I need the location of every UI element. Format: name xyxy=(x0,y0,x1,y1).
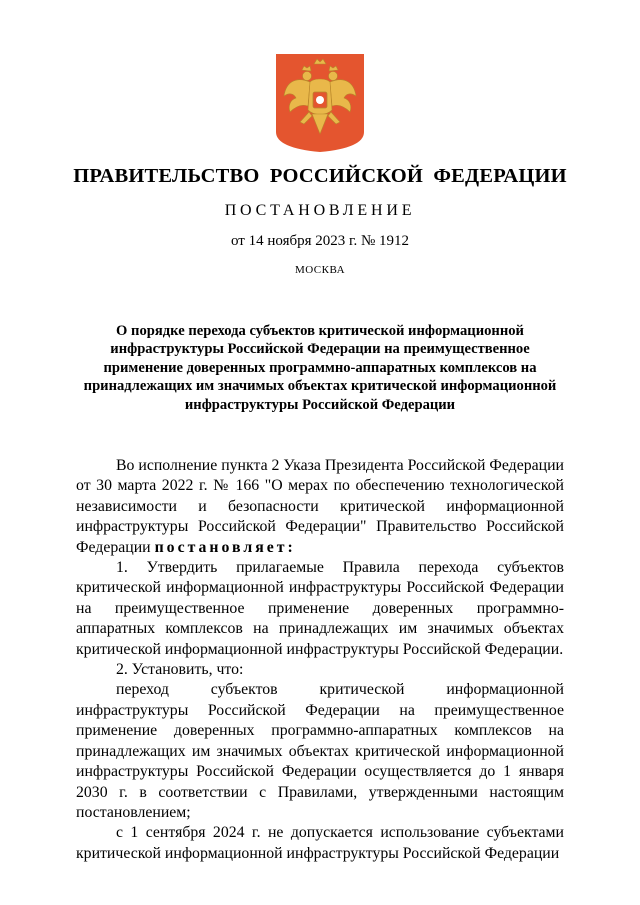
coat-of-arms-icon xyxy=(276,54,364,152)
item-1-paragraph: 1. Утвердить прилагаемые Правила перехода субъектов критической информационной инфраструктуры Российской Федерации на преимущественное применение доверенных программно-аппаратных комплексов на принадлежащих им значимых объектах критической информационной инфраструктуры Российской Федерации. xyxy=(76,559,564,658)
item-2a-paragraph: переход субъектов критической информационной инфраструктуры Российской Федерации на преимущественное применение доверенных программно-аппаратных комплексов на принадлежащих им значимых объектах критической информационной инфраструктуры Российской Федерации осуществляется до 1 января 2030 г. в соответствии с Правилами, утвержденными настоящим постановлением; xyxy=(76,681,564,821)
document-type: ПОСТАНОВЛЕНИЕ xyxy=(224,202,416,219)
intro-paragraph xyxy=(76,456,564,558)
document-date-number: от 14 ноября 2023 г. № 1912 xyxy=(230,233,410,249)
intro-text: Во исполнение пункта 2 Указа Президента Российской Федерации от 30 марта 2022 г. № 166 "О мерах по обеспечению технологической независимости и безопасности критической информационной инфраструктуры Российской Федерации" Правительство Российской Федерации xyxy=(76,457,564,556)
document-place: МОСКВА xyxy=(294,264,346,276)
item-2b-paragraph: с 1 сентября 2024 г. не допускается использование субъектами критической информационной инфраструктуры Российской Федерации xyxy=(76,824,564,862)
document-subject: О порядке перехода субъектов критической информационной инфраструктуры Российской Федерации на преимущественное применение доверенных программно-аппаратных комплексов на принадлежащих им значимых объектах критической информационной инфраструктуры Российской Федерации xyxy=(83,323,557,413)
document-body xyxy=(76,456,564,864)
item-2-paragraph: 2. Установить, что: xyxy=(116,661,244,679)
government-title: ПРАВИТЕЛЬСТВО РОССИЙСКОЙ ФЕДЕРАЦИИ xyxy=(73,165,567,187)
decree-word: постановляет: xyxy=(154,538,296,556)
